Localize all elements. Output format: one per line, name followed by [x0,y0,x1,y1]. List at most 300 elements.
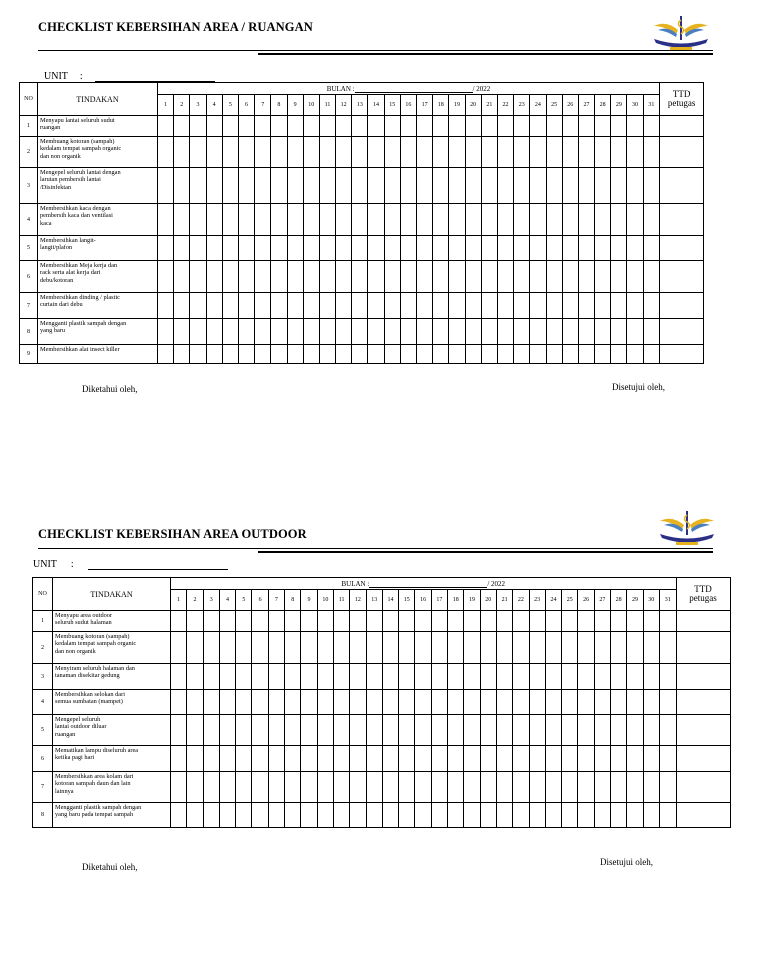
day-check-cell[interactable] [255,168,271,204]
day-check-cell[interactable] [319,168,335,204]
ttd-signature-cell[interactable] [660,137,704,168]
day-check-cell[interactable] [497,293,513,319]
day-check-cell[interactable] [433,116,449,137]
day-check-cell[interactable] [268,690,284,715]
day-check-cell[interactable] [190,204,206,236]
day-check-cell[interactable] [285,664,301,690]
day-check-cell[interactable] [497,168,513,204]
day-check-cell[interactable] [236,664,252,690]
unit-line[interactable] [88,559,228,570]
day-check-cell[interactable] [368,168,384,204]
day-check-cell[interactable] [187,803,203,828]
day-check-cell[interactable] [431,803,447,828]
day-check-cell[interactable] [417,293,433,319]
day-check-cell[interactable] [448,746,464,772]
day-check-cell[interactable] [578,137,594,168]
day-check-cell[interactable] [546,319,562,345]
day-check-cell[interactable] [659,690,676,715]
day-check-cell[interactable] [481,137,497,168]
day-check-cell[interactable] [190,319,206,345]
day-check-cell[interactable] [448,715,464,746]
day-check-cell[interactable] [643,137,660,168]
day-check-cell[interactable] [319,236,335,261]
day-check-cell[interactable] [627,746,643,772]
day-check-cell[interactable] [417,319,433,345]
day-check-cell[interactable] [366,746,382,772]
day-check-cell[interactable] [448,772,464,803]
day-check-cell[interactable] [578,632,594,664]
day-check-cell[interactable] [219,803,235,828]
day-check-cell[interactable] [562,664,578,690]
day-check-cell[interactable] [400,345,416,364]
day-check-cell[interactable] [336,319,352,345]
day-check-cell[interactable] [545,632,561,664]
day-check-cell[interactable] [659,664,676,690]
day-check-cell[interactable] [562,236,578,261]
day-check-cell[interactable] [415,746,431,772]
day-check-cell[interactable] [417,261,433,293]
day-check-cell[interactable] [643,319,660,345]
day-check-cell[interactable] [187,690,203,715]
day-check-cell[interactable] [399,632,415,664]
day-check-cell[interactable] [382,632,398,664]
day-check-cell[interactable] [317,715,333,746]
day-check-cell[interactable] [465,116,481,137]
day-check-cell[interactable] [190,345,206,364]
day-check-cell[interactable] [513,772,529,803]
day-check-cell[interactable] [333,803,349,828]
day-check-cell[interactable] [222,168,238,204]
day-check-cell[interactable] [449,345,465,364]
day-check-cell[interactable] [496,611,512,632]
day-check-cell[interactable] [545,690,561,715]
day-check-cell[interactable] [285,690,301,715]
day-check-cell[interactable] [448,803,464,828]
day-check-cell[interactable] [431,715,447,746]
day-check-cell[interactable] [319,116,335,137]
day-check-cell[interactable] [595,345,611,364]
day-check-cell[interactable] [448,690,464,715]
day-check-cell[interactable] [238,293,254,319]
day-check-cell[interactable] [513,746,529,772]
day-check-cell[interactable] [530,168,546,204]
day-check-cell[interactable] [594,664,610,690]
day-check-cell[interactable] [513,803,529,828]
day-check-cell[interactable] [287,116,303,137]
day-check-cell[interactable] [206,236,222,261]
day-check-cell[interactable] [627,803,643,828]
day-check-cell[interactable] [449,261,465,293]
day-check-cell[interactable] [268,715,284,746]
day-check-cell[interactable] [417,116,433,137]
day-check-cell[interactable] [530,345,546,364]
day-check-cell[interactable] [255,261,271,293]
day-check-cell[interactable] [497,236,513,261]
day-check-cell[interactable] [465,319,481,345]
day-check-cell[interactable] [285,772,301,803]
day-check-cell[interactable] [271,319,287,345]
day-check-cell[interactable] [545,664,561,690]
day-check-cell[interactable] [578,664,594,690]
day-check-cell[interactable] [366,803,382,828]
day-check-cell[interactable] [382,690,398,715]
ttd-signature-cell[interactable] [660,345,704,364]
day-check-cell[interactable] [529,690,545,715]
day-check-cell[interactable] [496,772,512,803]
day-check-cell[interactable] [595,204,611,236]
day-check-cell[interactable] [255,319,271,345]
day-check-cell[interactable] [222,204,238,236]
day-check-cell[interactable] [497,261,513,293]
day-check-cell[interactable] [287,345,303,364]
day-check-cell[interactable] [496,690,512,715]
day-check-cell[interactable] [562,137,578,168]
day-check-cell[interactable] [514,204,530,236]
day-check-cell[interactable] [303,345,319,364]
day-check-cell[interactable] [465,345,481,364]
day-check-cell[interactable] [368,137,384,168]
day-check-cell[interactable] [545,772,561,803]
day-check-cell[interactable] [350,746,366,772]
day-check-cell[interactable] [595,236,611,261]
day-check-cell[interactable] [384,204,400,236]
day-check-cell[interactable] [171,690,187,715]
day-check-cell[interactable] [415,715,431,746]
day-check-cell[interactable] [399,715,415,746]
day-check-cell[interactable] [384,168,400,204]
day-check-cell[interactable] [171,632,187,664]
day-check-cell[interactable] [578,690,594,715]
day-check-cell[interactable] [158,236,174,261]
day-check-cell[interactable] [643,611,659,632]
day-check-cell[interactable] [594,772,610,803]
day-check-cell[interactable] [497,345,513,364]
day-check-cell[interactable] [400,319,416,345]
day-check-cell[interactable] [562,746,578,772]
day-check-cell[interactable] [417,236,433,261]
day-check-cell[interactable] [271,236,287,261]
day-check-cell[interactable] [659,772,676,803]
day-check-cell[interactable] [400,137,416,168]
day-check-cell[interactable] [301,632,317,664]
day-check-cell[interactable] [497,319,513,345]
day-check-cell[interactable] [449,116,465,137]
day-check-cell[interactable] [400,261,416,293]
day-check-cell[interactable] [415,632,431,664]
day-check-cell[interactable] [187,664,203,690]
day-check-cell[interactable] [206,319,222,345]
day-check-cell[interactable] [659,746,676,772]
day-check-cell[interactable] [236,715,252,746]
day-check-cell[interactable] [174,168,190,204]
day-check-cell[interactable] [203,803,219,828]
day-check-cell[interactable] [578,293,594,319]
day-check-cell[interactable] [562,611,578,632]
day-check-cell[interactable] [366,611,382,632]
day-check-cell[interactable] [301,690,317,715]
day-check-cell[interactable] [287,261,303,293]
day-check-cell[interactable] [238,261,254,293]
day-check-cell[interactable] [448,632,464,664]
day-check-cell[interactable] [449,204,465,236]
day-check-cell[interactable] [595,319,611,345]
day-check-cell[interactable] [319,137,335,168]
ttd-signature-cell[interactable] [676,690,730,715]
day-check-cell[interactable] [514,345,530,364]
day-check-cell[interactable] [562,293,578,319]
day-check-cell[interactable] [465,168,481,204]
day-check-cell[interactable] [219,664,235,690]
day-check-cell[interactable] [174,137,190,168]
day-check-cell[interactable] [431,746,447,772]
day-check-cell[interactable] [352,319,368,345]
day-check-cell[interactable] [219,772,235,803]
day-check-cell[interactable] [400,168,416,204]
day-check-cell[interactable] [384,261,400,293]
day-check-cell[interactable] [190,168,206,204]
day-check-cell[interactable] [336,261,352,293]
day-check-cell[interactable] [611,319,627,345]
day-check-cell[interactable] [464,803,480,828]
day-check-cell[interactable] [464,746,480,772]
day-check-cell[interactable] [481,261,497,293]
day-check-cell[interactable] [255,345,271,364]
day-check-cell[interactable] [643,772,659,803]
day-check-cell[interactable] [255,293,271,319]
day-check-cell[interactable] [252,715,268,746]
day-check-cell[interactable] [464,611,480,632]
day-check-cell[interactable] [187,611,203,632]
day-check-cell[interactable] [303,236,319,261]
day-check-cell[interactable] [611,746,627,772]
day-check-cell[interactable] [449,319,465,345]
day-check-cell[interactable] [627,319,643,345]
day-check-cell[interactable] [546,261,562,293]
day-check-cell[interactable] [400,293,416,319]
day-check-cell[interactable] [562,168,578,204]
day-check-cell[interactable] [287,293,303,319]
day-check-cell[interactable] [513,715,529,746]
day-check-cell[interactable] [595,261,611,293]
day-check-cell[interactable] [301,746,317,772]
day-check-cell[interactable] [530,261,546,293]
ttd-signature-cell[interactable] [676,772,730,803]
day-check-cell[interactable] [643,236,660,261]
day-check-cell[interactable] [595,168,611,204]
day-check-cell[interactable] [158,116,174,137]
day-check-cell[interactable] [222,319,238,345]
day-check-cell[interactable] [431,611,447,632]
day-check-cell[interactable] [643,168,660,204]
day-check-cell[interactable] [562,632,578,664]
day-check-cell[interactable] [546,293,562,319]
day-check-cell[interactable] [545,746,561,772]
day-check-cell[interactable] [222,293,238,319]
day-check-cell[interactable] [545,803,561,828]
day-check-cell[interactable] [627,168,643,204]
day-check-cell[interactable] [271,137,287,168]
day-check-cell[interactable] [336,116,352,137]
day-check-cell[interactable] [236,746,252,772]
day-check-cell[interactable] [578,236,594,261]
day-check-cell[interactable] [319,261,335,293]
day-check-cell[interactable] [627,611,643,632]
unit-field[interactable] [33,559,228,570]
day-check-cell[interactable] [174,261,190,293]
day-check-cell[interactable] [222,345,238,364]
day-check-cell[interactable] [384,236,400,261]
day-check-cell[interactable] [465,204,481,236]
day-check-cell[interactable] [190,116,206,137]
day-check-cell[interactable] [546,204,562,236]
day-check-cell[interactable] [368,236,384,261]
day-check-cell[interactable] [659,803,676,828]
day-check-cell[interactable] [222,261,238,293]
day-check-cell[interactable] [255,137,271,168]
day-check-cell[interactable] [174,293,190,319]
unit-field[interactable] [44,71,215,82]
day-check-cell[interactable] [382,772,398,803]
day-check-cell[interactable] [546,116,562,137]
ttd-signature-cell[interactable] [676,803,730,828]
day-check-cell[interactable] [529,772,545,803]
day-check-cell[interactable] [382,715,398,746]
unit-line[interactable] [95,71,215,82]
day-check-cell[interactable] [268,664,284,690]
day-check-cell[interactable] [578,116,594,137]
day-check-cell[interactable] [352,168,368,204]
day-check-cell[interactable] [578,611,594,632]
day-check-cell[interactable] [530,204,546,236]
day-check-cell[interactable] [594,611,610,632]
day-check-cell[interactable] [562,261,578,293]
day-check-cell[interactable] [464,664,480,690]
day-check-cell[interactable] [496,664,512,690]
day-check-cell[interactable] [611,803,627,828]
day-check-cell[interactable] [513,632,529,664]
day-check-cell[interactable] [464,690,480,715]
day-check-cell[interactable] [465,293,481,319]
day-check-cell[interactable] [190,236,206,261]
day-check-cell[interactable] [336,236,352,261]
ttd-signature-cell[interactable] [676,611,730,632]
day-check-cell[interactable] [611,137,627,168]
day-check-cell[interactable] [400,204,416,236]
day-check-cell[interactable] [433,319,449,345]
day-check-cell[interactable] [496,746,512,772]
day-check-cell[interactable] [627,345,643,364]
day-check-cell[interactable] [174,319,190,345]
day-check-cell[interactable] [415,611,431,632]
day-check-cell[interactable] [382,611,398,632]
day-check-cell[interactable] [530,319,546,345]
day-check-cell[interactable] [594,632,610,664]
day-check-cell[interactable] [497,116,513,137]
day-check-cell[interactable] [643,204,660,236]
day-check-cell[interactable] [449,293,465,319]
day-check-cell[interactable] [238,319,254,345]
day-check-cell[interactable] [171,746,187,772]
day-check-cell[interactable] [481,345,497,364]
day-check-cell[interactable] [399,690,415,715]
day-check-cell[interactable] [659,611,676,632]
day-check-cell[interactable] [643,261,660,293]
day-check-cell[interactable] [643,803,659,828]
ttd-signature-cell[interactable] [660,116,704,137]
day-check-cell[interactable] [287,319,303,345]
day-check-cell[interactable] [546,236,562,261]
day-check-cell[interactable] [448,611,464,632]
day-check-cell[interactable] [594,715,610,746]
day-check-cell[interactable] [219,746,235,772]
day-check-cell[interactable] [252,690,268,715]
day-check-cell[interactable] [545,715,561,746]
day-check-cell[interactable] [219,632,235,664]
day-check-cell[interactable] [285,632,301,664]
day-check-cell[interactable] [627,293,643,319]
day-check-cell[interactable] [206,204,222,236]
day-check-cell[interactable] [174,204,190,236]
day-check-cell[interactable] [400,116,416,137]
day-check-cell[interactable] [268,611,284,632]
day-check-cell[interactable] [174,345,190,364]
day-check-cell[interactable] [236,772,252,803]
day-check-cell[interactable] [480,715,496,746]
day-check-cell[interactable] [238,204,254,236]
day-check-cell[interactable] [611,772,627,803]
day-check-cell[interactable] [368,261,384,293]
day-check-cell[interactable] [336,137,352,168]
day-check-cell[interactable] [529,715,545,746]
day-check-cell[interactable] [350,611,366,632]
day-check-cell[interactable] [271,345,287,364]
day-check-cell[interactable] [190,137,206,168]
day-check-cell[interactable] [222,137,238,168]
day-check-cell[interactable] [481,116,497,137]
day-check-cell[interactable] [301,803,317,828]
day-check-cell[interactable] [627,632,643,664]
day-check-cell[interactable] [627,690,643,715]
day-check-cell[interactable] [514,168,530,204]
day-check-cell[interactable] [238,236,254,261]
day-check-cell[interactable] [578,715,594,746]
day-check-cell[interactable] [595,137,611,168]
day-check-cell[interactable] [317,746,333,772]
day-check-cell[interactable] [562,803,578,828]
day-check-cell[interactable] [368,204,384,236]
day-check-cell[interactable] [303,293,319,319]
day-check-cell[interactable] [255,236,271,261]
day-check-cell[interactable] [627,715,643,746]
day-check-cell[interactable] [287,204,303,236]
day-check-cell[interactable] [415,772,431,803]
day-check-cell[interactable] [303,204,319,236]
day-check-cell[interactable] [317,611,333,632]
day-check-cell[interactable] [643,632,659,664]
day-check-cell[interactable] [366,632,382,664]
day-check-cell[interactable] [449,236,465,261]
day-check-cell[interactable] [594,803,610,828]
day-check-cell[interactable] [382,746,398,772]
ttd-signature-cell[interactable] [660,261,704,293]
day-check-cell[interactable] [368,293,384,319]
day-check-cell[interactable] [465,137,481,168]
day-check-cell[interactable] [333,611,349,632]
day-check-cell[interactable] [158,168,174,204]
day-check-cell[interactable] [190,293,206,319]
day-check-cell[interactable] [174,236,190,261]
day-check-cell[interactable] [611,236,627,261]
